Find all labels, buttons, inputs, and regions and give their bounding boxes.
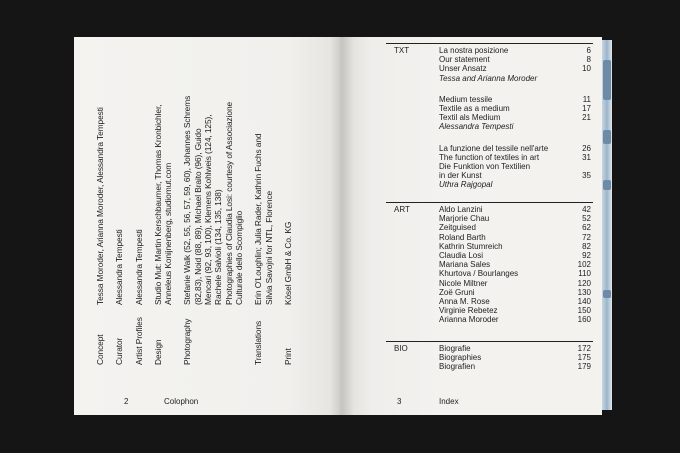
index-entry-page: 92 xyxy=(582,251,591,261)
colophon-row xyxy=(182,35,244,365)
index-entry xyxy=(439,288,591,297)
index-entry-page: 6 xyxy=(586,46,591,55)
index-entry-title: Die Funktion von Textilien xyxy=(439,162,531,172)
colophon-value xyxy=(134,35,144,305)
index-entry-page: 120 xyxy=(577,278,591,288)
index-entry xyxy=(439,162,591,171)
index-entry-title: Anna M. Rose xyxy=(439,297,490,307)
index-entry xyxy=(439,104,591,113)
index-entry-title: La funzione del tessile nell'arte xyxy=(439,143,549,153)
index-entries xyxy=(439,205,591,325)
index-entries xyxy=(439,46,591,190)
colophon-line: Stefanie Walk (52, 55, 56, 57, 59, 60), Johannes Schrems xyxy=(182,95,193,305)
colophon-label: Photography xyxy=(182,318,193,365)
index-entry xyxy=(439,242,591,251)
index-entry-page: 8 xyxy=(586,55,591,65)
index-entry-title: Arianna Moroder xyxy=(439,315,499,325)
index-entry-page: 21 xyxy=(582,113,591,123)
index-group xyxy=(439,205,591,325)
index-group xyxy=(439,344,591,372)
index-entry-title: Textil als Medium xyxy=(439,113,501,123)
index-entry xyxy=(439,55,591,64)
index-entries xyxy=(439,344,591,372)
index-section-code: ART xyxy=(394,205,410,214)
index-section-code: BIO xyxy=(394,344,408,353)
index-entry-title: in der Kunst xyxy=(439,171,482,181)
index-entry xyxy=(439,315,591,324)
index-entry xyxy=(439,144,591,153)
index-entry xyxy=(439,46,591,55)
right-page-title: Index xyxy=(439,397,459,406)
index-entry xyxy=(439,171,591,180)
colophon-row xyxy=(283,35,293,365)
colophon-line: Alessandra Tempesti xyxy=(114,229,125,305)
index-entry xyxy=(439,223,591,232)
colophon-line: Kösel GmbH & Co. KG xyxy=(282,221,293,305)
index-entry xyxy=(439,251,591,260)
index-entry-page: 172 xyxy=(577,344,591,353)
index-entry-title: Biographies xyxy=(439,353,482,363)
colophon-line: Studio Mut: Martin Kerschbaumer, Thomas Kronbichler, xyxy=(152,104,163,305)
colophon-line: Culturale dello Scompiglio xyxy=(233,210,244,305)
index-entry-page: 10 xyxy=(582,64,591,74)
index-entry-page: 11 xyxy=(582,94,591,104)
index-entry-title: Kathrin Stumreich xyxy=(439,241,503,251)
colophon-label: Print xyxy=(282,348,293,365)
index-entry-page: 26 xyxy=(582,143,591,153)
colophon-value xyxy=(283,35,293,305)
colophon-value xyxy=(253,35,274,305)
colophon-line: Photographies of Claudia Losi: courtesy of Associazione xyxy=(223,101,234,305)
index-entry-title: Unser Ansatz xyxy=(439,64,487,74)
index-entry xyxy=(439,153,591,162)
colophon-line: Erin O'Loughlin; Julia Rader, Kathrin Fuchs and xyxy=(253,133,264,305)
index-group xyxy=(439,144,591,190)
index-entry-page: 42 xyxy=(582,205,591,214)
index-entry xyxy=(439,95,591,104)
colophon-value xyxy=(95,35,105,305)
colophon-row xyxy=(253,35,274,365)
colophon-line: Tessa Moroder, Arianna Moroder, Alessandra Tempesti xyxy=(95,107,105,305)
index-entry-title: Biografien xyxy=(439,362,476,372)
index-entry-page: 160 xyxy=(577,315,591,325)
index-entry xyxy=(439,214,591,223)
index-entry xyxy=(439,362,591,371)
index-entry-title: Medium tessile xyxy=(439,94,493,104)
index-entry xyxy=(439,180,591,189)
index-entry xyxy=(439,233,591,242)
colophon-label: Concept xyxy=(95,334,105,365)
index-group xyxy=(439,95,591,132)
colophon-row xyxy=(134,35,144,365)
colophon-value xyxy=(153,35,174,305)
index-entry xyxy=(439,344,591,353)
index-entry xyxy=(439,64,591,73)
gutter-shadow xyxy=(330,37,354,415)
index-entry-page: 150 xyxy=(577,306,591,316)
index-entry-page: 175 xyxy=(577,353,591,363)
index-entry-page: 140 xyxy=(577,297,591,307)
colophon-label: Artist Profiles xyxy=(133,317,144,365)
colophon-row xyxy=(114,35,124,365)
index-entry-page: 17 xyxy=(582,104,591,114)
index-entry-title: Roland Barth xyxy=(439,232,486,242)
index-entry-title: The function of textiles in art xyxy=(439,152,540,162)
index-entry-title: Marjorie Chau xyxy=(439,214,490,224)
index-entry-title: Zoë Gruni xyxy=(439,287,475,297)
index-section-code: TXT xyxy=(394,46,410,55)
index-entry xyxy=(439,297,591,306)
colophon-row xyxy=(153,35,174,365)
index-entry-title: Khurtova / Bourlanges xyxy=(439,269,519,279)
colophon-row xyxy=(95,35,105,365)
index-entry-title: Uthra Rajgopal xyxy=(439,180,493,190)
index-entry-page: 72 xyxy=(582,232,591,242)
index-entry-page: 52 xyxy=(582,214,591,224)
colophon-label: Curator xyxy=(114,337,125,365)
index-entry-page: 110 xyxy=(578,269,591,279)
index-entry-page: 31 xyxy=(582,152,591,162)
index-entry xyxy=(439,306,591,315)
index-entry xyxy=(439,353,591,362)
index-entry-title: Claudia Losi xyxy=(439,251,484,261)
colophon-value xyxy=(182,35,244,305)
colophon-line: Anneleus Konijnenberg, studiomut.com xyxy=(163,162,174,305)
colophon-line: Mencari (92, 93, 100), Klemens Kohlweis (124, 125), xyxy=(203,114,214,305)
index-entry xyxy=(439,122,591,131)
index-entry-title: Virginie Rebetez xyxy=(439,306,498,316)
colophon-label: Translations xyxy=(253,320,264,365)
section-rule xyxy=(386,43,593,44)
index-entry-title: Alessandra Tempesti xyxy=(439,122,514,132)
colophon-line: Rachele Salvioli (134, 135, 138) xyxy=(213,189,224,305)
colophon-block xyxy=(95,35,302,365)
index-group xyxy=(439,46,591,83)
index-entry-page: 62 xyxy=(582,223,591,233)
colophon-line: Silvia Savojni for NTL, Florence xyxy=(263,190,274,305)
page-edges xyxy=(602,40,612,410)
left-page-number: 2 xyxy=(124,397,129,406)
colophon-value xyxy=(114,35,124,305)
index-entry-title: Textile as a medium xyxy=(439,104,510,114)
colophon-line: Alessandra Tempesti xyxy=(133,229,144,305)
right-page-number: 3 xyxy=(397,397,402,406)
index-entry xyxy=(439,113,591,122)
index-entry xyxy=(439,269,591,278)
index-entry-page: 130 xyxy=(577,287,591,297)
index-entry-title: Our statement xyxy=(439,55,490,65)
index-entry-title: Aldo Lanzini xyxy=(439,205,483,214)
index-entry-title: La nostra posizione xyxy=(439,46,509,55)
index-entry-title: Biografie xyxy=(439,344,471,353)
section-rule xyxy=(386,202,593,203)
index-entry-title: Zeitguised xyxy=(439,223,476,233)
index-entry xyxy=(439,260,591,269)
index-entry-title: Tessa and Arianna Moroder xyxy=(439,73,538,83)
index-entry-page: 179 xyxy=(577,362,591,372)
colophon-label: Design xyxy=(152,339,163,365)
index-entry xyxy=(439,74,591,83)
colophon-line: (82,83), Noid (88, 89), Michael Braito (96), Guido xyxy=(192,128,203,305)
section-rule xyxy=(386,341,593,342)
left-page-title: Colophon xyxy=(164,397,199,406)
index-entry-page: 82 xyxy=(582,241,591,251)
index-entry xyxy=(439,279,591,288)
index-entry-page: 102 xyxy=(577,260,591,270)
index-entry-title: Mariana Sales xyxy=(439,260,491,270)
index-entry-page: 35 xyxy=(582,171,591,181)
index-entry xyxy=(439,205,591,214)
index-entry-title: Nicole Miltner xyxy=(439,278,488,288)
